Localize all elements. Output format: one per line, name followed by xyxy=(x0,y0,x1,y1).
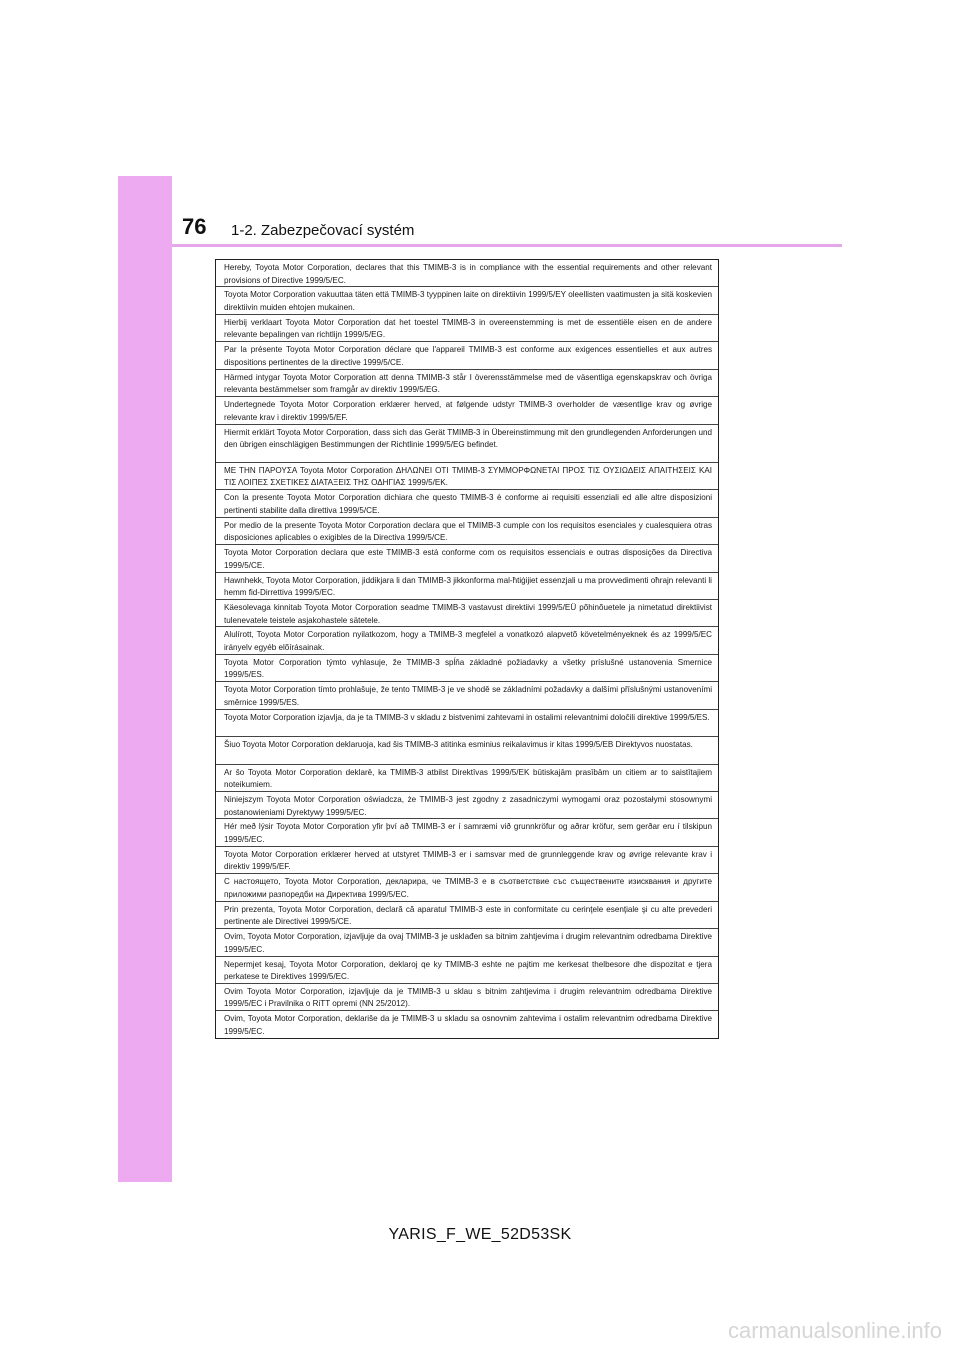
declaration-table xyxy=(215,259,719,1039)
declaration-row: С настоящето, Toyota Motor Corporation, декларира, че TMIMB-3 е в съответствие със съществените изисквания и другите приложими разпоредби на Директива 1999/5/ЕС. xyxy=(216,874,718,901)
declaration-row: Hawnhekk, Toyota Motor Corporation, jiddikjara li dan TMIMB-3 jikkonforma mal-ħtiġijiet essenzjali u ma provvedimenti oħrajn relevanti li hemm fid-Dirrettiva 1999/5/EC. xyxy=(216,573,718,600)
declaration-row: Ovim, Toyota Motor Corporation, deklariše da je TMIMB-3 u skladu sa osnovnim zahtevima i ostalim relevantnim odredbama Direktive 1999/5/EC. xyxy=(224,1014,712,1036)
declaration-row: Undertegnede Toyota Motor Corporation erklærer herved, at følgende udstyr TMIMB-3 overholder de væsentlige krav og øvrige relevante krav i direktiv 1999/5/EF. xyxy=(216,397,718,424)
watermark: carmanualsonline.info xyxy=(727,1318,942,1343)
declaration-row: Toyota Motor Corporation erklærer herved at utstyret TMIMB-3 er i samsvar med de grunnleggende krav og øvrige relevante krav i direktiv 1999/5/EF. xyxy=(216,847,718,874)
header-rule xyxy=(172,244,842,247)
declaration-row: Con la presente Toyota Motor Corporation dichiara che questo TMIMB-3 è conforme ai requisiti essenziali ed alle altre disposizioni pertinenti stabilite dalla direttiva 1999/5/CE. xyxy=(216,490,718,517)
declaration-row: Alulírott, Toyota Motor Corporation nyilatkozom, hogy a TMIMB-3 megfelel a vonatkozó alapvetõ követelményeknek és az 1999/5/EC irányelv egyéb elõírásainak. xyxy=(216,627,718,654)
declaration-row: Härmed intygar Toyota Motor Corporation att denna TMIMB-3 står I överensstämmelse med de väsentliga egenskapskrav och övriga relevanta bestämmelser som framgår av direktiv 1999/5/EG. xyxy=(216,370,718,397)
declaration-row: Toyota Motor Corporation declara que este TMIMB-3 está conforme com os requisitos essenciais e outras disposições da Directiva 1999/5/CE. xyxy=(216,545,718,572)
declaration-row: Niniejszym Toyota Motor Corporation oświadcza, że TMIMB-3 jest zgodny z zasadniczymi wymogami oraz pozostałymi stosownymi postanowieniami Dyrektywy 1999/5/EC. xyxy=(216,792,718,819)
declaration-row: Nepermjet kesaj, Toyota Motor Corporation, deklaroj qe ky TMIMB-3 eshte ne pajtim me kerkesat thelbesore dhe dispozitat e tjera perkatese te Direktives 1999/5/EC. xyxy=(216,957,718,984)
declaration-row: Por medio de la presente Toyota Motor Corporation declara que el TMIMB-3 cumple con los requisitos esenciales y cualesquiera otras disposiciones aplicables o exigibles de la Directiva 1999/5/CE. xyxy=(216,518,718,545)
declaration-row: Ar šo Toyota Motor Corporation deklarē, ka TMIMB-3 atbilst Direktīvas 1999/5/EK būtiskajām prasībām un citiem ar to saistītajiem noteikumiem. xyxy=(216,765,718,792)
declaration-row: Hierbij verklaart Toyota Motor Corporation dat het toestel TMIMB-3 in overeenstemming is met de essentiële eisen en de andere relevante bepalingen van richtlijn 1999/5/EG. xyxy=(216,315,718,342)
declaration-row: Prin prezenta, Toyota Motor Corporation, declară că aparatul TMIMB-3 este in conformitate cu cerinţele esenţiale şi cu alte prevederi pertinente ale Directivei 1999/5/CE. xyxy=(216,902,718,929)
declaration-row: Toyota Motor Corporation tímto prohlašuje, že tento TMIMB-3 je ve shodě se základními požadavky a dalšími příslušnými ustanoveními směrnice 1999/5/ES. xyxy=(216,682,718,709)
declaration-row: Toyota Motor Corporation vakuuttaa täten että TMIMB-3 tyyppinen laite on direktiivin 1999/5/EY oleellisten vaatimusten ja sitä koskevien direktiivin muiden ehtojen mukainen. xyxy=(216,287,718,314)
section-title: 1-2. Zabezpečovací systém xyxy=(231,222,415,239)
declaration-row: ΜΕ ΤΗΝ ΠΑΡΟΥΣΑ Toyota Motor Corporation ΔΗΛΩΝΕΙ ΟΤΙ TMIMB-3 ΣΥΜΜΟΡΦΩΝΕΤΑΙ ΠΡΟΣ ΤΙΣ ΟΥΣΙΩΔΕΙΣ ΑΠΑΙΤΗΣΕΙΣ ΚΑΙ ΤΙΣ ΛΟΙΠΕΣ ΣΧΕΤΙΚΕΣ ΔΙΑΤΑΞΕΙΣ ΤΗΣ ΟΔΗΓΙΑΣ 1999/5/ΕΚ. xyxy=(216,463,718,490)
declaration-row: Toyota Motor Corporation týmto vyhlasuje, že TMIMB-3 spĺňa základné požiadavky a všetky príslušné ustanovenia Smernice 1999/5/ES. xyxy=(216,655,718,682)
declaration-row: Ovim Toyota Motor Corporation, izjavljuje da je TMIMB-3 u sklau s bitnim zahtjevima i drugim relevantnim odredbama Direktive 1999/5/EC i Pravilnika o RiTT opremi (NN 25/2012). xyxy=(216,984,718,1011)
manual-code: YARIS_F_WE_52D53SK xyxy=(388,1226,572,1243)
page-number: 76 xyxy=(182,214,207,239)
chapter-sidebar-tab xyxy=(118,176,172,1182)
declaration-row: Par la présente Toyota Motor Corporation déclare que l'appareil TMIMB-3 est conforme aux exigences essentielles et aux autres dispositions pertinentes de la directive 1999/5/CE. xyxy=(216,342,718,369)
declaration-row: Ovim, Toyota Motor Corporation, izjavljuje da ovaj TMIMB-3 je usklađen sa bitnim zahtjevima i drugim relevantnim odredbama Direktive 1999/5/EC. xyxy=(216,929,718,956)
declaration-row: Šiuo Toyota Motor Corporation deklaruoja, kad šis TMIMB-3 atitinka esminius reikalavimus ir kitas 1999/5/EB Direktyvos nuostatas. xyxy=(216,737,718,764)
declaration-row: Toyota Motor Corporation izjavlja, da je ta TMIMB-3 v skladu z bistvenimi zahtevami in ostalimi relevantnimi določili direktive 1999/5/ES. xyxy=(216,710,718,737)
declaration-row: Hér með lýsir Toyota Motor Corporation yfir því að TMIMB-3 er í samræmi við grunnkröfur og aðrar kröfur, sem gerðar eru í tilskipun 1999/5/EC. xyxy=(216,819,718,846)
declaration-row: Hereby, Toyota Motor Corporation, declares that this TMIMB-3 is in compliance with the essential requirements and other relevant provisions of Directive 1999/5/EC. xyxy=(216,260,718,287)
declaration-row: Käesolevaga kinnitab Toyota Motor Corporation seadme TMIMB-3 vastavust direktiivi 1999/5/EÜ põhinõuetele ja nimetatud direktiivist tulenevatele teistele asjakohastele sätetele. xyxy=(216,600,718,627)
declaration-row: Hiermit erklärt Toyota Motor Corporation, dass sich das Gerät TMIMB-3 in Übereinstimmung mit den grundlegenden Anforderungen und den übrigen einschlägigen Bestimmungen der Richtlinie 1999/5/EG befindet. xyxy=(216,425,718,463)
